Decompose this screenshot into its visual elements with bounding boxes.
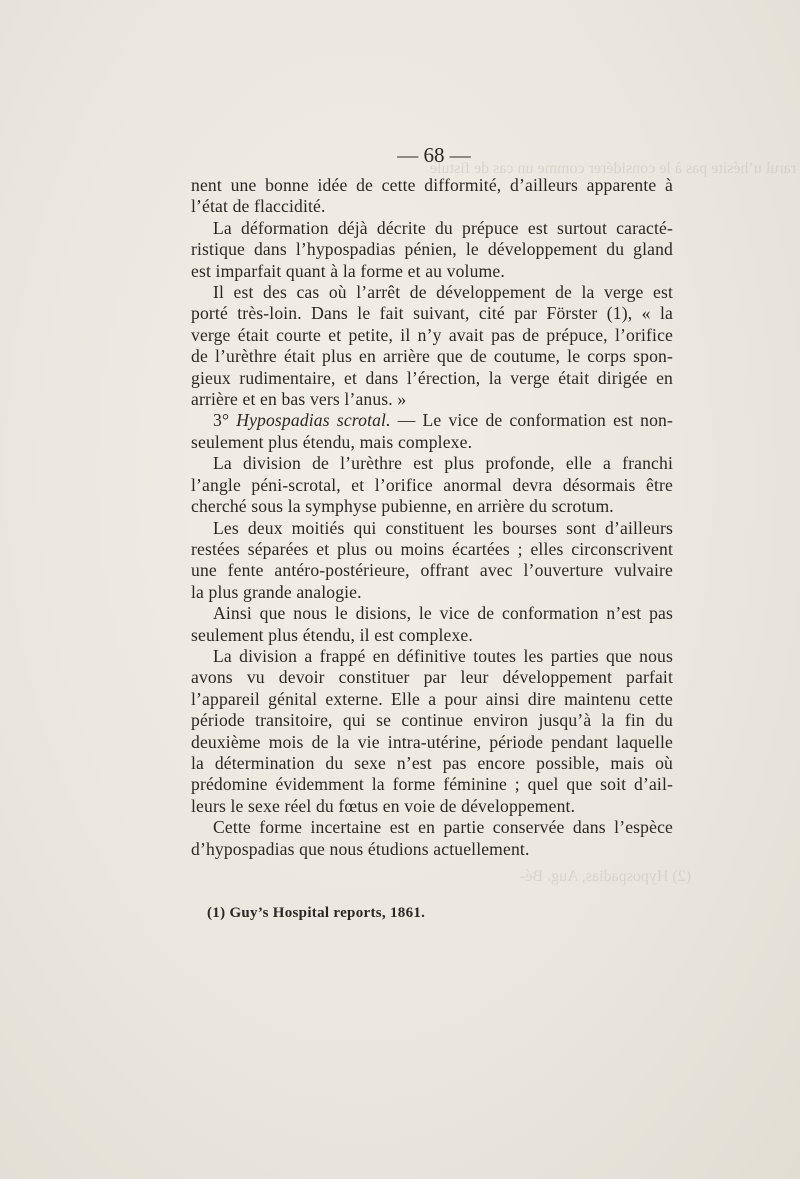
body-text [191, 175, 673, 860]
text-line [191, 410, 673, 431]
text-line: l’angle péni-scrotal, et l’orifice anormal devra désormais être [191, 474, 673, 495]
text-line: l’état de flaccidité. [191, 196, 326, 217]
text-line: de l’urèthre était plus en arrière que de coutume, le corps spon- [191, 346, 673, 367]
text-line: Cette forme incertaine est en partie conservée dans l’espèce [213, 817, 673, 838]
page-number: — 68 — [397, 143, 471, 167]
text-line: est imparfait quant à la forme et au volume. [191, 260, 505, 281]
text-line: l’appareil génital externe. Elle a pour ainsi dire maintenu cette [191, 688, 673, 709]
text-line: porté très-loin. Dans le fait suivant, cité par Förster (1), « la [191, 303, 673, 324]
text-line-prefix: 3° [213, 410, 237, 431]
text-line: prédomine évidemment la forme féminine ; quel que soit d’ail- [191, 774, 673, 795]
text-line: ristique dans l’hypospadias pénien, le développement du gland [191, 239, 673, 260]
text-line: arrière et en bas vers l’anus. » [191, 389, 407, 410]
text-line: une fente antéro-postérieure, offrant avec l’ouverture vulvaire [191, 560, 673, 581]
text-line: d’hypospadias que nous étudions actuellement. [191, 838, 530, 859]
show-through-bleed: (2) Hypospadias, Aug. Bé- [520, 868, 692, 885]
text-line: période transitoire, qui se continue environ jusqu’à la fin du [191, 710, 673, 731]
text-line: La division de l’urèthre est plus profonde, elle a franchi [213, 453, 673, 474]
text-line: seulement plus étendu, mais complexe. [191, 431, 473, 452]
text-line: restées séparées et plus ou moins écartées ; elles circonscrivent [191, 538, 673, 559]
text-line: la plus grande analogie. [191, 581, 362, 602]
text-line: avons vu devoir constituer par leur développement parfait [191, 667, 673, 688]
text-line: Les deux moitiés qui constituent les bourses sont d’ailleurs [213, 517, 673, 538]
text-line: cherché sous la symphyse pubienne, en arrière du scrotum. [191, 496, 614, 517]
text-line: La déformation déjà décrite du prépuce est surtout caracté- [213, 217, 673, 238]
text-line: deuxième mois de la vie intra-utérine, période pendant laquelle [191, 731, 673, 752]
text-line-suffix: — Le vice de conformation est non- [390, 410, 673, 431]
footnote: (1) Guy’s Hospital reports, 1861. [207, 905, 426, 921]
show-through-bleed: rarul u’hésite pas à le considérer comme un cas de fistule [430, 160, 797, 177]
text-line: seulement plus étendu, il est complexe. [191, 624, 473, 645]
text-line: leurs le sexe réel du fœtus en voie de développement. [191, 795, 576, 816]
text-line: verge était courte et petite, il n’y avait pas de prépuce, l’orifice [191, 324, 673, 345]
text-line: gieux rudimentaire, et dans l’érection, la verge était dirigée en [191, 367, 673, 388]
text-line: Il est des cas où l’arrêt de développement de la verge est [213, 282, 673, 303]
text-line: Ainsi que nous le disions, le vice de conformation n’est pas [213, 603, 673, 624]
text-line: nent une bonne idée de cette difformité, d’ailleurs apparente à [191, 175, 673, 195]
text-line: la détermination du sexe n’est pas encore possible, mais où [191, 752, 673, 773]
text-line: La division a frappé en définitive toutes les parties que nous [213, 645, 673, 666]
section-heading-italic: Hypospadias scrotal. [236, 410, 391, 431]
